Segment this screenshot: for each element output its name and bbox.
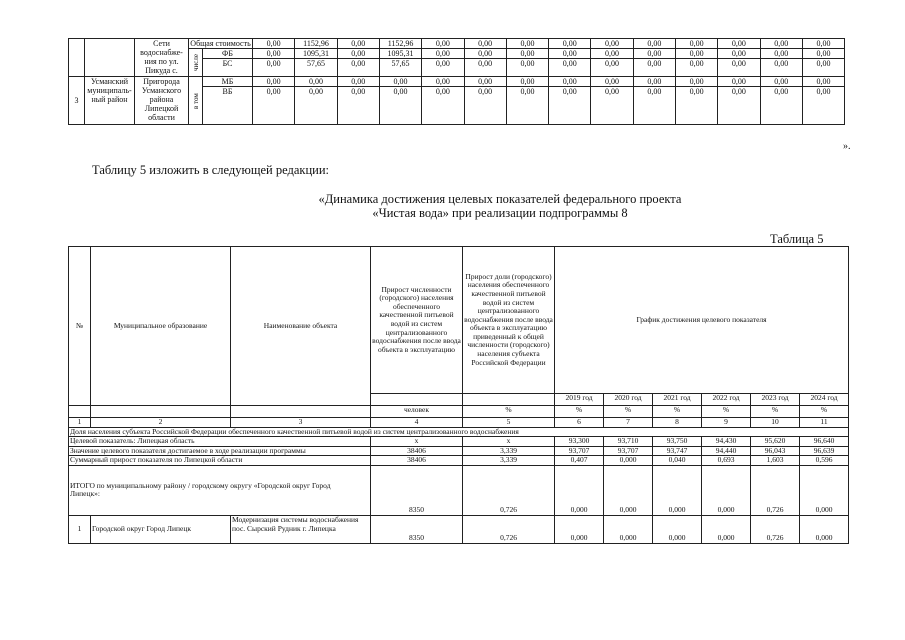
document-heading	[300, 192, 700, 220]
col-header-object: Наименование объекта	[231, 247, 371, 406]
unit-people: человек	[371, 406, 463, 418]
table-row: Целевой показатель: Липецкая область х х 93,300 93,710 93,750 94,430 95,620 96,640	[69, 437, 849, 447]
total-label: ИТОГО по муниципальному району / городскому округу «Городской округ Город Липецк»:	[69, 465, 371, 515]
share-section-title: Доля населения субъекта Российской Федерации обеспеченного качественной питьевой водой из систем централизованного водоснабжения	[69, 427, 849, 437]
col-header-growth-people: Прирост численности (городского) населения обеспеченного качественной питьевой водой из систем централизованного водоснабжения после ввода объекта в эксплуатацию	[371, 247, 463, 394]
year-header: 2023 год	[751, 394, 800, 406]
col-header-municipality: Муниципальное образование	[91, 247, 231, 406]
table-row: Сети водоснабже-ния по ул. Пикуда с. Общая стоимость 0,00 1152,96 0,00 1152,96 0,00 0,00 0,00 0,00 0,00 0,00 0,00 0,00 0,00 0,00	[69, 39, 845, 49]
col-header-num: №	[69, 247, 91, 406]
object-name: Сети водоснабже-ния по ул. Пикуда с.	[135, 39, 189, 77]
table-row: числе ФБ 0,00 1095,31 0,00 1095,31 0,00 0,00 0,00 0,00 0,00 0,00 0,00 0,00 0,00 0,00	[69, 49, 845, 59]
table-label: Таблица 5	[770, 232, 824, 246]
object-name: Пригорода Усманского района Липецкой области	[135, 77, 189, 125]
unit-pct: %	[463, 406, 555, 418]
municipality-name: Усманский муниципаль-ный район	[85, 77, 135, 125]
col-header-growth-share: Прирост доли (городского) населения обеспеченного качественной питьевой водой из систем централизованного водоснабжения после ввода объекта в эксплуатацию приведенный к общей численности (городского) населения субъекта Российской Федерации	[463, 247, 555, 394]
vertical-label: в том	[189, 77, 203, 125]
row-number: 3	[69, 77, 85, 125]
heading-line-2: «Чистая вода» при реализации подпрограммы 8	[372, 206, 628, 220]
column-numbers-row: 1 2 3 4 5 6 7 8 9 10 11	[69, 418, 849, 428]
instruction-text: Таблицу 5 изложить в следующей редакции:	[92, 163, 329, 177]
vertical-label: числе	[189, 49, 203, 77]
table-5	[68, 246, 849, 544]
year-header: 2024 год	[800, 394, 849, 406]
header-row	[69, 247, 849, 394]
table-row: 3 Усманский муниципаль-ный район Пригорода Усманского района Липецкой области в том МБ 0,00 0,00 0,00 0,00 0,00 0,00 0,00 0,00 0,00 0,00 0,00 0,00 0,00 0,00	[69, 77, 845, 87]
item-row: 1 Городской округ Город Липецк Модернизация системы водоснабжения пос. Сырский Рудник г. Липецка 8350 0,726 0,000 0,000 0,000 0,000 0,726 0,000	[69, 515, 849, 543]
previous-table-fragment	[68, 38, 845, 125]
table-row: БС 0,00 57,65 0,00 57,65 0,00 0,00 0,00 0,00 0,00 0,00 0,00 0,00 0,00 0,00	[69, 59, 845, 77]
closing-quote: ».	[843, 141, 851, 152]
year-header: 2019 год	[555, 394, 604, 406]
col-header-schedule: График достижения целевого показателя	[555, 247, 849, 394]
total-row: ИТОГО по муниципальному району / городскому округу «Городской округ Город Липецк»: 8350 0,726 0,000 0,000 0,000 0,000 0,726 0,000	[69, 465, 849, 515]
table-row: ВБ 0,00 0,00 0,00 0,00 0,00 0,00 0,00 0,00 0,00 0,00 0,00 0,00 0,00 0,00	[69, 87, 845, 125]
table-row: Значение целевого показателя достигаемое в ходе реализации программы 38406 3,339 93,707 93,707 93,747 94,440 96,043 96,639	[69, 446, 849, 456]
year-header: 2021 год	[653, 394, 702, 406]
year-header: 2022 год	[702, 394, 751, 406]
cost-label: Общая стоимость	[190, 39, 251, 48]
heading-line-1: «Динамика достижения целевых показателей федерального проекта	[318, 192, 682, 206]
table-row: Суммарный прирост показателя по Липецкой области 38406 3,339 0,407 0,000 0,040 0,693 1,603 0,596	[69, 456, 849, 466]
units-row: человек % % % % % % %	[69, 406, 849, 418]
year-header: 2020 год	[604, 394, 653, 406]
